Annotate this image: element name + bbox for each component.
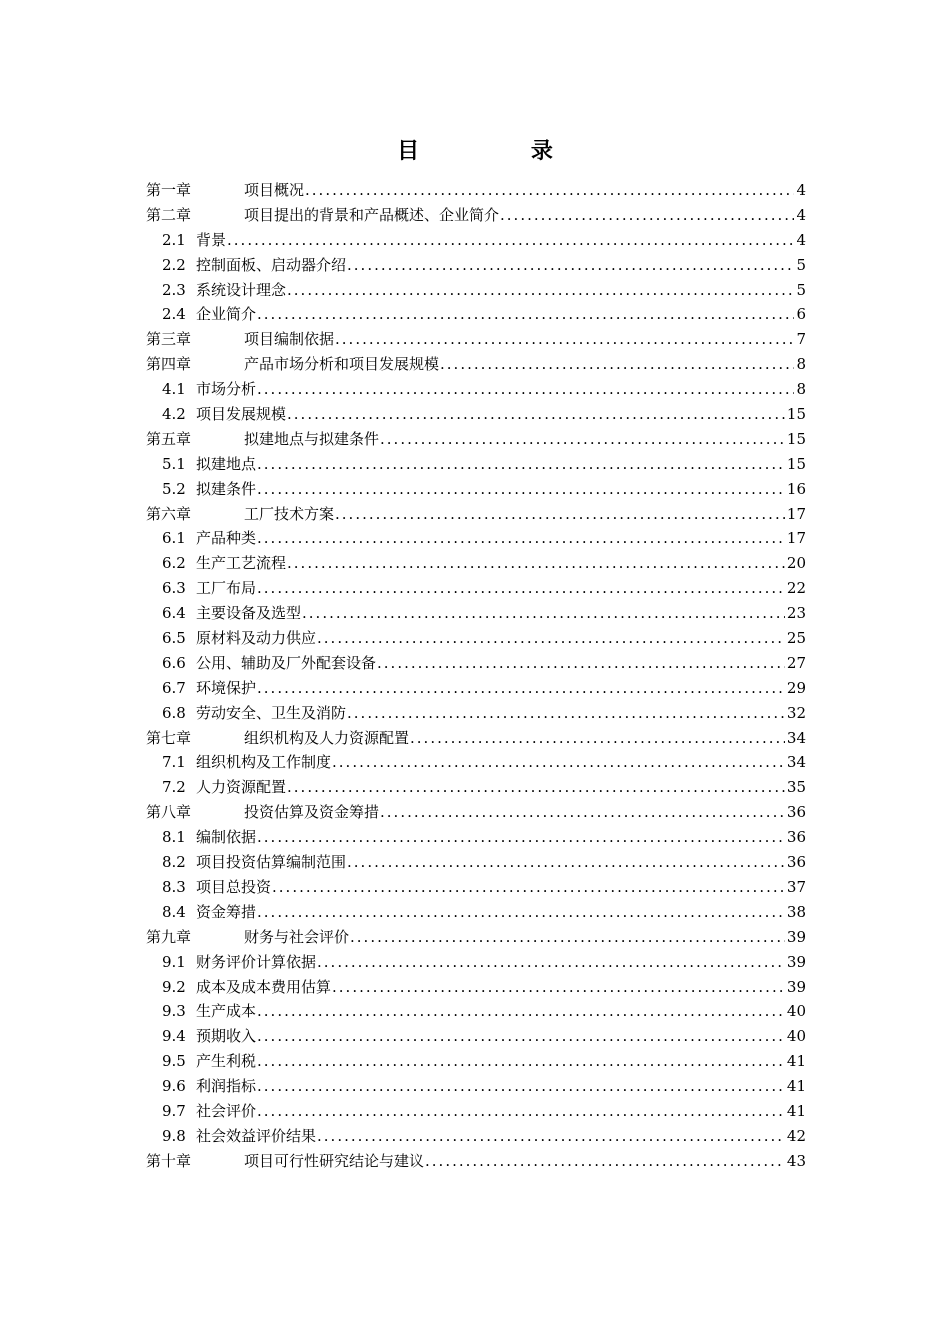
- toc-entry-label: 工厂布局: [196, 579, 257, 598]
- toc-entry-label: 预期收入: [196, 1027, 257, 1046]
- toc-entry-number: 9.8: [162, 1126, 186, 1145]
- toc-entry-number: 8.2: [162, 853, 186, 872]
- toc-entry-number: 第六章: [146, 504, 192, 523]
- dot-leader: [410, 726, 785, 751]
- toc-entry-number: 5.2: [162, 479, 186, 498]
- toc-section-entry[interactable]: [146, 750, 806, 775]
- toc-entry-page-number: 20: [786, 554, 806, 573]
- toc-entry-number: 第二章: [146, 205, 192, 224]
- toc-section-entry[interactable]: [146, 775, 806, 800]
- toc-chapter-entry[interactable]: [146, 502, 806, 527]
- dot-leader: [227, 228, 794, 253]
- toc-section-entry[interactable]: [146, 825, 806, 850]
- toc-chapter-entry[interactable]: [146, 427, 806, 452]
- toc-entry-number: 4.2: [162, 405, 186, 424]
- toc-section-entry[interactable]: [146, 576, 806, 601]
- dot-leader: [377, 651, 785, 676]
- dot-leader: [257, 825, 785, 850]
- toc-title: 目 录: [397, 138, 605, 164]
- toc-section-entry[interactable]: [146, 1049, 806, 1074]
- toc-entry-label: 拟建条件: [196, 479, 257, 498]
- dot-leader: [257, 377, 794, 402]
- toc-entry-page-number: 42: [786, 1126, 806, 1145]
- toc-chapter-entry[interactable]: [146, 178, 806, 203]
- toc-entry-number: 第八章: [146, 803, 192, 822]
- toc-entry-page-number: 27: [786, 653, 806, 672]
- toc-entry-label: 投资估算及资金筹措: [244, 803, 380, 822]
- toc-entry-label: 组织机构及工作制度: [196, 753, 332, 772]
- toc-entry-page-number: 39: [786, 952, 806, 971]
- toc-section-entry[interactable]: [146, 551, 806, 576]
- dot-leader: [335, 327, 794, 352]
- toc-entry-page-number: 41: [786, 1101, 806, 1120]
- toc-chapter-entry[interactable]: [146, 327, 806, 352]
- toc-entry-number: 第四章: [146, 355, 192, 374]
- toc-entry-page-number: 39: [786, 977, 806, 996]
- dot-leader: [257, 576, 785, 601]
- toc-entry-label: 产品种类: [196, 529, 257, 548]
- toc-entry-number: 9.5: [162, 1052, 186, 1071]
- dot-leader: [257, 1024, 785, 1049]
- toc-entry-label: 控制面板、启动器介绍: [196, 255, 347, 274]
- toc-entry-label: 劳动安全、卫生及消防: [196, 703, 347, 722]
- toc-entry-label: 生产工艺流程: [196, 554, 287, 573]
- toc-entry-label: 项目可行性研究结论与建议: [244, 1151, 425, 1170]
- dot-leader: [317, 1124, 785, 1149]
- toc-entry-page-number: 40: [786, 1027, 806, 1046]
- toc-entry-number: 第七章: [146, 728, 192, 747]
- toc-entry-page-number: 8: [796, 355, 806, 374]
- toc-entry-page-number: 34: [786, 753, 806, 772]
- toc-entry-number: 6.1: [162, 529, 186, 548]
- toc-entry-page-number: 39: [786, 927, 806, 946]
- toc-entry-number: 2.4: [162, 305, 186, 324]
- dot-leader: [257, 1049, 785, 1074]
- dot-leader: [440, 352, 794, 377]
- dot-leader: [380, 427, 785, 452]
- toc-section-entry[interactable]: [146, 1074, 806, 1099]
- toc-entry-label: 背景: [196, 230, 227, 249]
- toc-entry-label: 编制依据: [196, 828, 257, 847]
- toc-entry-number: 7.2: [162, 778, 186, 797]
- dot-leader: [347, 253, 794, 278]
- toc-entry-number: 2.2: [162, 255, 186, 274]
- dot-leader: [332, 750, 785, 775]
- toc-entry-page-number: 23: [786, 604, 806, 623]
- toc-entry-page-number: 4: [796, 181, 806, 199]
- dot-leader: [257, 900, 785, 925]
- toc-section-entry[interactable]: [146, 875, 806, 900]
- toc-entry-label: 组织机构及人力资源配置: [244, 728, 410, 747]
- toc-entry-number: 9.4: [162, 1027, 186, 1046]
- toc-entry-page-number: 15: [786, 429, 806, 448]
- toc-entry-label: 项目发展规模: [196, 405, 287, 424]
- toc-entry-label: 产生利税: [196, 1052, 257, 1071]
- toc-entry-number: 第九章: [146, 927, 192, 946]
- toc-section-entry[interactable]: [146, 651, 806, 676]
- toc-entry-number: 2.1: [162, 230, 186, 249]
- toc-section-entry[interactable]: [146, 975, 806, 1000]
- toc-list: [146, 178, 806, 1174]
- dot-leader: [287, 402, 785, 427]
- toc-entry-label: 环境保护: [196, 678, 257, 697]
- toc-entry-number: 6.8: [162, 703, 186, 722]
- toc-entry-label: 拟建地点: [196, 454, 257, 473]
- toc-entry-page-number: 29: [786, 678, 806, 697]
- toc-entry-number: 第一章: [146, 181, 192, 199]
- toc-section-entry[interactable]: [146, 999, 806, 1024]
- toc-section-entry[interactable]: [146, 1024, 806, 1049]
- toc-entry-page-number: 34: [786, 728, 806, 747]
- dot-leader: [317, 626, 785, 651]
- dot-leader: [287, 278, 794, 303]
- toc-entry-page-number: 4: [796, 205, 806, 224]
- toc-entry-label: 利润指标: [196, 1077, 257, 1096]
- toc-entry-number: 6.5: [162, 629, 186, 648]
- toc-section-entry[interactable]: [146, 950, 806, 975]
- toc-entry-number: 8.1: [162, 828, 186, 847]
- dot-leader: [257, 526, 785, 551]
- dot-leader: [257, 1099, 785, 1124]
- toc-entry-label: 财务评价计算依据: [196, 952, 317, 971]
- toc-entry-page-number: 8: [796, 380, 806, 399]
- toc-entry-page-number: 36: [786, 853, 806, 872]
- toc-entry-number: 9.3: [162, 1002, 186, 1021]
- toc-chapter-entry[interactable]: [146, 203, 806, 228]
- toc-chapter-entry[interactable]: [146, 925, 806, 950]
- toc-entry-label: 项目总投资: [196, 877, 272, 896]
- toc-chapter-entry[interactable]: [146, 800, 806, 825]
- toc-entry-label: 系统设计理念: [196, 280, 287, 299]
- dot-leader: [257, 477, 785, 502]
- toc-entry-page-number: 6: [796, 305, 806, 324]
- dot-leader: [332, 975, 785, 1000]
- dot-leader: [335, 502, 785, 527]
- toc-entry-label: 拟建地点与拟建条件: [244, 429, 380, 448]
- toc-section-entry[interactable]: [146, 900, 806, 925]
- dot-leader: [302, 601, 785, 626]
- toc-entry-number: 9.1: [162, 952, 186, 971]
- toc-entry-number: 9.6: [162, 1077, 186, 1096]
- toc-entry-number: 8.4: [162, 902, 186, 921]
- toc-entry-page-number: 25: [786, 629, 806, 648]
- toc-section-entry[interactable]: [146, 302, 806, 327]
- toc-chapter-entry[interactable]: [146, 352, 806, 377]
- toc-entry-label: 资金筹措: [196, 902, 257, 921]
- toc-entry-label: 生产成本: [196, 1002, 257, 1021]
- toc-entry-page-number: 35: [786, 778, 806, 797]
- toc-entry-number: 第十章: [146, 1151, 192, 1170]
- toc-entry-number: 9.7: [162, 1101, 186, 1120]
- toc-entry-number: 6.2: [162, 554, 186, 573]
- toc-entry-page-number: 43: [786, 1151, 806, 1170]
- dot-leader: [257, 999, 785, 1024]
- toc-entry-number: 第三章: [146, 330, 192, 349]
- toc-entry-number: 6.7: [162, 678, 186, 697]
- toc-section-entry[interactable]: [146, 228, 806, 253]
- toc-section-entry[interactable]: [146, 601, 806, 626]
- toc-entry-number: 第五章: [146, 429, 192, 448]
- toc-section-entry[interactable]: [146, 626, 806, 651]
- toc-entry-label: 企业简介: [196, 305, 257, 324]
- toc-section-entry[interactable]: [146, 402, 806, 427]
- toc-section-entry[interactable]: [146, 526, 806, 551]
- toc-entry-label: 人力资源配置: [196, 778, 287, 797]
- toc-entry-page-number: 5: [796, 255, 806, 274]
- toc-entry-page-number: 16: [786, 479, 806, 498]
- toc-entry-number: 2.3: [162, 280, 186, 299]
- toc-entry-label: 产品市场分析和项目发展规模: [244, 355, 440, 374]
- dot-leader: [317, 950, 785, 975]
- toc-section-entry[interactable]: [146, 477, 806, 502]
- toc-entry-label: 工厂技术方案: [244, 504, 335, 523]
- toc-entry-label: 财务与社会评价: [244, 927, 350, 946]
- toc-section-entry[interactable]: [146, 676, 806, 701]
- dot-leader: [257, 1074, 785, 1099]
- toc-entry-page-number: 22: [786, 579, 806, 598]
- toc-chapter-entry[interactable]: [146, 726, 806, 751]
- toc-entry-page-number: 38: [786, 902, 806, 921]
- toc-section-entry[interactable]: [146, 253, 806, 278]
- toc-entry-number: 4.1: [162, 380, 186, 399]
- toc-chapter-entry[interactable]: [146, 1149, 806, 1174]
- toc-section-entry[interactable]: [146, 377, 806, 402]
- toc-entry-label: 公用、辅助及厂外配套设备: [196, 653, 377, 672]
- dot-leader: [425, 1149, 785, 1174]
- toc-entry-page-number: 41: [786, 1052, 806, 1071]
- toc-entry-label: 社会效益评价结果: [196, 1126, 317, 1145]
- toc-entry-page-number: 15: [786, 454, 806, 473]
- toc-entry-page-number: 41: [786, 1077, 806, 1096]
- toc-entry-label: 项目投资估算编制范围: [196, 853, 347, 872]
- toc-entry-label: 主要设备及选型: [196, 604, 302, 623]
- toc-entry-label: 原材料及动力供应: [196, 629, 317, 648]
- toc-entry-page-number: 15: [786, 405, 806, 424]
- toc-entry-label: 市场分析: [196, 380, 257, 399]
- dot-leader: [500, 203, 794, 228]
- dot-leader: [347, 701, 785, 726]
- toc-entry-number: 9.2: [162, 977, 186, 996]
- toc-entry-label: 社会评价: [196, 1101, 257, 1120]
- toc-entry-label: 项目概况: [244, 181, 305, 199]
- toc-entry-page-number: 5: [796, 280, 806, 299]
- toc-entry-number: 7.1: [162, 753, 186, 772]
- toc-section-entry[interactable]: [146, 850, 806, 875]
- dot-leader: [347, 850, 785, 875]
- dot-leader: [257, 452, 785, 477]
- toc-entry-number: 8.3: [162, 877, 186, 896]
- toc-entry-page-number: 36: [786, 828, 806, 847]
- toc-entry-page-number: 4: [796, 230, 806, 249]
- dot-leader: [257, 302, 794, 327]
- toc-entry-label: 项目编制依据: [244, 330, 335, 349]
- dot-leader: [257, 676, 785, 701]
- toc-section-entry[interactable]: [146, 1124, 806, 1149]
- toc-entry-page-number: 7: [796, 330, 806, 349]
- dot-leader: [380, 800, 785, 825]
- toc-entry-page-number: 17: [786, 504, 806, 523]
- toc-entry-page-number: 32: [786, 703, 806, 722]
- toc-entry-page-number: 36: [786, 803, 806, 822]
- toc-entry-number: 6.4: [162, 604, 186, 623]
- toc-section-entry[interactable]: [146, 278, 806, 303]
- toc-entry-number: 6.3: [162, 579, 186, 598]
- dot-leader: [305, 178, 794, 203]
- toc-section-entry[interactable]: [146, 701, 806, 726]
- toc-section-entry[interactable]: [146, 452, 806, 477]
- toc-entry-page-number: 17: [786, 529, 806, 548]
- toc-entry-label: 成本及成本费用估算: [196, 977, 332, 996]
- toc-entry-page-number: 40: [786, 1002, 806, 1021]
- toc-entry-label: 项目提出的背景和产品概述、企业简介: [244, 205, 500, 224]
- dot-leader: [287, 551, 785, 576]
- dot-leader: [350, 925, 785, 950]
- toc-section-entry[interactable]: [146, 1099, 806, 1124]
- toc-entry-number: 5.1: [162, 454, 186, 473]
- toc-entry-number: 6.6: [162, 653, 186, 672]
- toc-entry-page-number: 37: [786, 877, 806, 896]
- dot-leader: [287, 775, 785, 800]
- dot-leader: [272, 875, 785, 900]
